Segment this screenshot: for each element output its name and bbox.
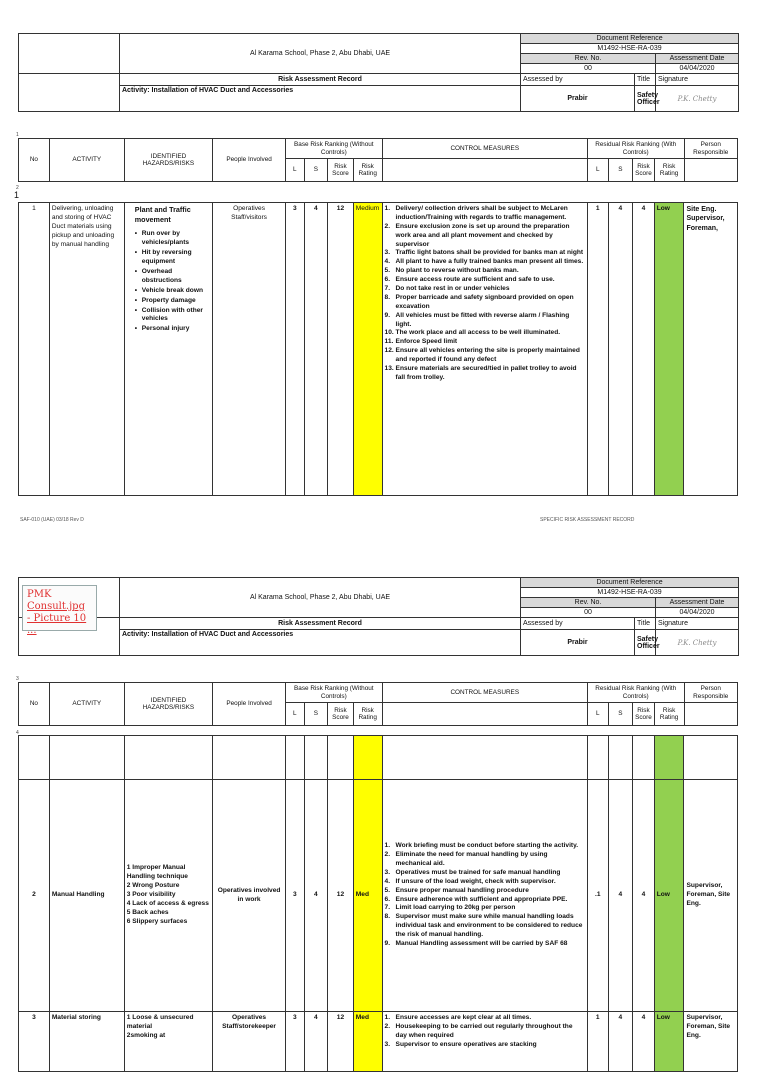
broken-image-placeholder (22, 585, 97, 636)
control-item: Proper barricade and safety signboard provided on open excavation (395, 293, 574, 310)
row-number: 1 (19, 203, 50, 496)
risk-row-3 (19, 1012, 738, 1072)
record-title: Risk Assessment Record (120, 74, 521, 86)
control-item: Traffic light batons shall be provided for banks man at night (395, 249, 584, 257)
assess-date-value: 04/04/2020 (656, 64, 739, 74)
activity-title: Activity: Installation of HVAC Duct and Accessories (120, 86, 521, 112)
col-res-s: S (608, 703, 633, 726)
col-res-risk-rating: Risk Rating (654, 703, 684, 726)
control-list: 1. Ensure accesses are kept clear at all times. 2. Housekeeping to be carried out regularly throughout the day when required 3. Supervisor to ensure operatives are stacking (384, 1014, 573, 1048)
logo-cell (19, 34, 120, 74)
assessor-name: Prabir (521, 86, 635, 112)
person-responsible: Supervisor, Foreman, Site Eng. (684, 780, 738, 1012)
col-hazards: IDENTIFIED HAZARDS/RISKS (124, 683, 212, 726)
col-l: L (286, 159, 304, 182)
activity-description: Material storing (49, 1012, 124, 1072)
base-s: 4 (304, 203, 328, 496)
control-measures (382, 1012, 587, 1072)
doc-ref-label: Document Reference (521, 578, 739, 588)
control-item: If unsure of the load weight, check with supervisor. (395, 877, 556, 885)
school-name: Al Karama School, Phase 2, Abu Dhabi, UAE (120, 34, 521, 74)
assessor-title: Safety Officer (635, 86, 656, 112)
control-item: Ensure exclusion zone is set up around the preparation work area and all plant movement and checked by supervisor (395, 222, 570, 248)
hazard-item: • Run over by vehicles/plants (135, 230, 210, 248)
col-residual-ranking: Residual Risk Ranking (With Controls) (587, 683, 684, 703)
residual-s: 4 (608, 1012, 633, 1072)
base-score: 12 (328, 1012, 354, 1072)
rev-value: 00 (521, 608, 656, 618)
col-people: People Involved (213, 139, 286, 182)
control-measures (382, 203, 587, 496)
col-s: S (304, 159, 328, 182)
assess-date-label: Assessment Date (656, 54, 739, 64)
base-s: 4 (304, 780, 328, 1012)
hazard-title: Plant and Traffic movement (134, 205, 191, 224)
column-header-page1 (18, 138, 738, 182)
hazard-item: • Personal injury (135, 325, 210, 334)
hazard-item: • Collision with other vehicles (135, 307, 210, 325)
residual-l: .1 (587, 780, 608, 1012)
people-involved: Operatives involved in work (213, 780, 286, 1012)
col-control: CONTROL MEASURES (382, 683, 587, 703)
assessed-by-label: Assessed by (521, 74, 635, 86)
col-control-sub (382, 703, 587, 726)
signature-image: P.K. Chetty (656, 630, 739, 656)
control-item: Do not take rest in or under vehicles (395, 285, 510, 293)
assessor-name: Prabir (521, 630, 635, 656)
activity-description: Delivering, unloading and storing of HVAC Duct materials using pickup and unloading by manual handling (49, 203, 124, 496)
control-item: Ensure proper manual handling procedure (395, 886, 529, 894)
col-residual-ranking: Residual Risk Ranking (With Controls) (587, 139, 684, 159)
blank-row (19, 736, 738, 780)
school-name: Al Karama School, Phase 2, Abu Dhabi, UAE (120, 578, 521, 618)
control-item: Work briefing must be conduct before starting the activity. (395, 842, 579, 850)
control-item: Supervisor to ensure operatives are stacking (395, 1040, 537, 1048)
title-label: Title (635, 618, 656, 630)
activity-description: Manual Handling (49, 780, 124, 1012)
people-involved: Operatives Staff/visitors (213, 203, 286, 496)
footer-right: SPECIFIC RISK ASSESSMENT RECORD (540, 517, 635, 523)
control-item: Manual Handling assessment will be carried by SAF 68 (395, 939, 568, 947)
hazard-item: • Overhead obstructions (135, 268, 210, 286)
col-control-sub (382, 159, 587, 182)
col-no: No (19, 139, 50, 182)
footer-left: SAF-010 (UAE) 03/18 Rev D (20, 517, 84, 523)
residual-l: 1 (587, 1012, 608, 1072)
control-list: 1. Delivery/ collection drivers shall be subject to McLaren induction/Training with regards to traffic management. 2. Ensure exclusion zone is set up around the preparation work area and all plant movement and checked by supervisor 3. Traffic light batons shall be provided for banks man at night 4. All plant to have a fully trained banks man present all times. 5. No plant to reverse without banks man. 6. Ensure access route are sufficient and safe to use. 7. Do not take rest in or under vehicles 8. Proper barricade and safety signboard provided on open excavation 9. All vehicles must be fitted with reverse alarm / Flashing light. 10. The work place and all access to be well illuminated. 11. Enforce Speed limit 12. Ensure all vehicles entering the site is properly maintained and reported if found any defect 13. Ensure materials are secured/tied in pallet trolley to avoid fall from trolley. (384, 205, 584, 381)
hazard-item: • Property damage (135, 297, 210, 306)
col-risk-rating: Risk Rating (353, 159, 382, 182)
col-base-ranking: Base Risk Ranking (Without Controls) (286, 139, 383, 159)
risk-row-2 (19, 780, 738, 1012)
col-no: No (19, 683, 50, 726)
residual-score: 4 (633, 1012, 655, 1072)
residual-score: 4 (633, 203, 655, 496)
col-base-ranking: Base Risk Ranking (Without Controls) (286, 683, 383, 703)
control-item: Operatives must be trained for safe manual handling (395, 868, 561, 876)
risk-rows-2-3 (18, 735, 738, 1072)
col-s: S (304, 703, 328, 726)
col-hazards: IDENTIFIED HAZARDS/RISKS (124, 139, 212, 182)
page-marker: 1 (14, 190, 20, 200)
base-score: 12 (328, 780, 354, 1012)
page-marker: 3 (16, 676, 19, 682)
control-item: Ensure access route are sufficient and safe to use. (395, 276, 555, 284)
residual-s: 4 (608, 203, 633, 496)
signature-image: P.K. Chetty (656, 86, 739, 112)
control-item: Ensure accesses are kept clear at all times. (395, 1014, 532, 1021)
col-responsible: Person Responsible (684, 683, 738, 703)
col-control: CONTROL MEASURES (382, 139, 587, 159)
col-risk-score: Risk Score (328, 159, 354, 182)
base-l: 3 (286, 203, 304, 496)
control-item: Limit load carrying to 20kg per person (395, 904, 516, 912)
col-risk-score: Risk Score (328, 703, 354, 726)
signature-label: Signature (656, 618, 739, 630)
col-activity: ACTIVITY (49, 139, 124, 182)
row-number: 2 (19, 780, 50, 1012)
page-marker: 1 (16, 132, 19, 138)
record-title: Risk Assessment Record (120, 618, 521, 630)
col-responsible-sub (684, 703, 738, 726)
control-item: All plant to have a fully trained banks man present all times. (395, 258, 584, 266)
base-rating: Med (353, 1012, 382, 1072)
risk-row-1 (18, 202, 738, 496)
base-s: 4 (304, 1012, 328, 1072)
residual-rating: Low (654, 203, 684, 496)
hazard-list (135, 230, 210, 334)
base-rating: Medium (353, 203, 382, 496)
rev-label: Rev. No. (521, 598, 656, 608)
residual-s: 4 (608, 780, 633, 1012)
assess-date-value: 04/04/2020 (656, 608, 739, 618)
control-item: Housekeeping to be carried out regularly throughout the day when required (395, 1022, 573, 1039)
control-item: The work place and all access to be well illuminated. (395, 329, 561, 337)
signature-label: Signature (656, 74, 739, 86)
base-l: 3 (286, 780, 304, 1012)
rev-label: Rev. No. (521, 54, 656, 64)
residual-l: 1 (587, 203, 608, 496)
control-item: Enforce Speed limit (395, 338, 458, 346)
col-res-risk-score: Risk Score (633, 703, 655, 726)
col-responsible-sub (684, 159, 738, 182)
residual-score: 4 (633, 780, 655, 1012)
control-item: Ensure all vehicles entering the site is properly maintained and reported if found any defect (395, 347, 580, 364)
control-item: No plant to reverse without banks man. (395, 267, 519, 275)
col-responsible: Person Responsible (684, 139, 738, 159)
col-res-s: S (608, 159, 633, 182)
hazards-cell: 1 Improper Manual Handling technique 2 Wrong Posture 3 Poor visibility 4 Lack of access & egress 5 Back aches 6 Slippery surfaces (124, 780, 212, 1012)
residual-rating: Low (654, 780, 684, 1012)
col-risk-rating: Risk Rating (353, 703, 382, 726)
control-item: Ensure adherence with sufficient and appropriate PPE. (395, 895, 568, 903)
row-number: 3 (19, 1012, 50, 1072)
header-table-page2 (18, 577, 739, 656)
doc-ref-value: M1492-HSE-RA-039 (521, 588, 739, 598)
hazard-item: • Vehicle break down (135, 287, 210, 296)
assessed-by-label: Assessed by (521, 618, 635, 630)
control-item: Delivery/ collection drivers shall be subject to McLaren induction/Training with regards to traffic management. (395, 205, 568, 221)
hazard-item: • Hit by reversing equipment (135, 249, 210, 267)
person-responsible: Site Eng. Supervisor, Foreman, (684, 203, 738, 496)
placeholder-line: PMK (27, 589, 52, 600)
doc-ref-value: M1492-HSE-RA-039 (521, 44, 739, 54)
placeholder-line: - Picture 10 ... (27, 613, 87, 636)
rev-value: 00 (521, 64, 656, 74)
control-list: 1. Work briefing must be conduct before starting the activity. 2. Eliminate the need for manual handling by using mechanical aid. 3. Operatives must be trained for safe manual handling 4. If unsure of the load weight, check with supervisor. 5. Ensure proper manual handling procedure 6. Ensure adherence with sufficient and appropriate PPE. 7. Limit load carrying to 20kg per person 8. Supervisor must make sure while manual handling loads individual task and environment to be considered to reduce the risk of manual handling. 9. Manual Handling assessment will be carried by SAF 68 (384, 842, 583, 947)
column-header-page2 (18, 682, 738, 726)
col-res-l: L (587, 159, 608, 182)
base-l: 3 (286, 1012, 304, 1072)
col-l: L (286, 703, 304, 726)
people-involved: Operatives Staff/storekeeper (213, 1012, 286, 1072)
control-item: Ensure materials are secured/tied in pallet trolley to avoid fall from trolley. (395, 365, 577, 381)
header-table-page1 (18, 33, 739, 112)
control-measures (382, 780, 587, 1012)
base-score: 12 (328, 203, 354, 496)
activity-title: Activity: Installation of HVAC Duct and Accessories (120, 630, 521, 656)
control-item: Eliminate the need for manual handling by using mechanical aid. (395, 851, 548, 867)
assessor-title: Safety Officer (635, 630, 656, 656)
placeholder-line: Consult.jpg (27, 601, 85, 612)
control-item: Supervisor must make sure while manual handling loads individual task and environment to be considered to reduce the risk of manual handling. (395, 913, 583, 939)
person-responsible: Supervisor, Foreman, Site Eng. (684, 1012, 738, 1072)
title-label: Title (635, 74, 656, 86)
residual-rating: Low (654, 1012, 684, 1072)
page-marker: 4 (16, 730, 19, 736)
col-res-risk-score: Risk Score (633, 159, 655, 182)
blank-cell (19, 74, 120, 112)
doc-ref-label: Document Reference (521, 34, 739, 44)
col-res-risk-rating: Risk Rating (654, 159, 684, 182)
page-marker: 2 (16, 185, 19, 191)
control-item: All vehicles must be fitted with reverse alarm / Flashing light. (395, 311, 570, 328)
col-people: People Involved (213, 683, 286, 726)
assess-date-label: Assessment Date (656, 598, 739, 608)
base-rating: Med (353, 780, 382, 1012)
col-activity: ACTIVITY (49, 683, 124, 726)
hazards-cell: 1 Loose & unsecured material 2smoking at (124, 1012, 212, 1072)
hazards-cell (124, 203, 212, 496)
col-res-l: L (587, 703, 608, 726)
